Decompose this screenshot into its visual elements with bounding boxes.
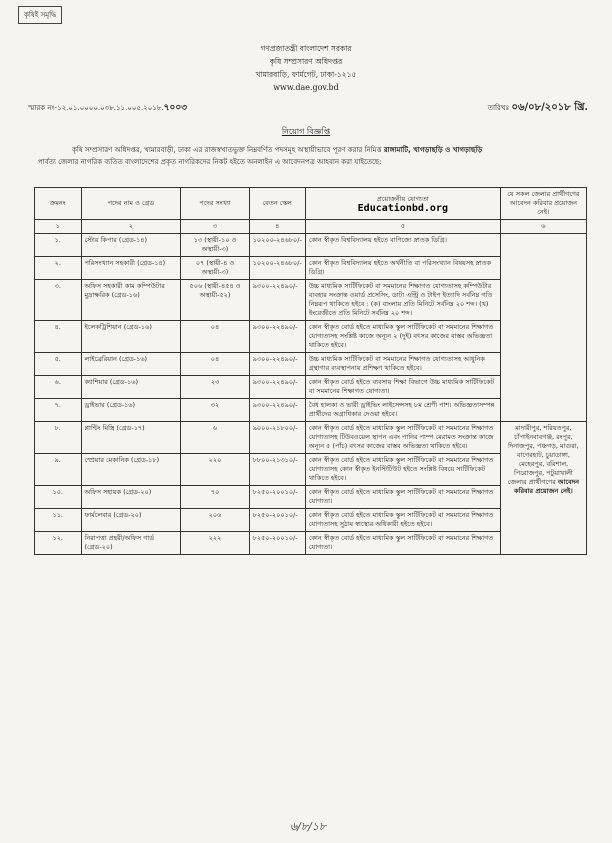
row-post-name: অফিস সহকারী কাম কম্পিউটার মুদ্রাক্ষরিক (গ্রেড-১৬) <box>81 280 181 321</box>
header-qualification-label: প্রয়োজনীয় যোগ্যতা <box>376 194 429 203</box>
row-pay-scale: ১০২০০-২৪৬৮০/- <box>249 234 305 257</box>
row-sl: ৩. <box>35 280 82 321</box>
intro-text-after: পার্বত্য জেলার নাগরিক ব্যতিত বাংলাদেশের প্রকৃত নাগরিকদের নিকট হইতে অনলাইন এ আবেদনপত্র আহবান করা যাইতেছে: <box>38 158 382 166</box>
row-qualification: কোন স্বীকৃত বোর্ড হইতে মাধ্যমিক স্কুল সার্টিফিকেট বা সমমানের শিক্ষাগত যোগ্যতা। <box>305 532 500 555</box>
row-post-name: ইলেকট্রিশিয়ান (গ্রেড-১৬) <box>81 321 181 353</box>
row-qualification: উচ্চ মাধ্যমিক সার্টিফিকেট বা সমমানের শিক্ষাগত যোগ্যতাসহ কম্পিউটার ব্যবহার সংক্রান্ত ওয়ার্ড প্রসেসিং, ডাটা এন্ট্রি ও টাইপ ইত্যাদি সর্বনিম্ন গতি নিম্নরূপ থাকিতে হইবে : (ক) বাংলায় প্রতি মিনিটে সর্বনিম্ন ২০ শব্দ। (খ) ইংরেজীতে প্রতি মিনিটে সর্বনিম্ন ২০ শব্দ। <box>305 280 500 321</box>
row-sl: ১০. <box>35 486 82 509</box>
excluded-districts-cell <box>500 422 586 555</box>
memo-number-prefix: স্মারক নং-১২.০১.০০০০.০৩৮.১১.০০৫.২০১৮. <box>28 104 164 112</box>
initial-signature: ৬/৮/১৮ <box>290 820 326 833</box>
column-number: ৬ <box>500 220 586 234</box>
row-qualification: উচ্চ মাধ্যমিক সার্টিফিকেট বা সমমানের শিক্ষাগত যোগ্যতাসহ আধুনিক গ্রন্থাগার ব্যবস্থাপনায় প্রশিক্ষণ থাকিতে হইবে। <box>305 353 500 376</box>
header-sl: ক্রমনং <box>35 188 82 220</box>
slogan-box: কৃষিই সমৃদ্ধি <box>18 6 62 24</box>
excluded-districts-list: মাদারীপুর, শরিয়তপুর, চাঁপাইনবাবগঞ্জ, রংপুর, দিনাজপুর, পঞ্চগড়, মাগুরা, বাগেরহাট, চুয়াডাঙ্গা, মেহেরপুর, বরিশাল, পিরোজপুর, পটুয়াখালী জেলার প্রার্থীগণের <box>507 424 579 486</box>
intro-text-before: কৃষি সম্প্রসারণ অধিদপ্তর, খামারবাড়ী, ঢাকা এর রাজস্বখাতভুক্ত নিম্নবর্ণিত পদসমূহ অস্থায়ীভাবে পূরণ করার নিমিত্ত <box>72 146 382 154</box>
column-number: ২ <box>81 220 181 234</box>
row-post-count: ২০৬ <box>181 509 249 532</box>
memo-date-label: তারিখঃ <box>487 104 510 112</box>
row-qualification: বৈধ হালকা ও ভারী ড্রাইভিং লাইসেন্সসহ ৮ম শ্রেণী পাশ। অভিজ্ঞতাসম্পন্ন প্রার্থীদের অগ্রাধিকার দেওয়া হইবে। <box>305 399 500 422</box>
row-pay-scale: ৮২৫০-২০০১০/- <box>249 486 305 509</box>
memo-number <box>28 100 187 115</box>
row-pay-scale: ৯৩০০-২২৪৯০/- <box>249 353 305 376</box>
header-excluded-districts: যে সকল জেলার প্রার্থীগণের আবেদন করিবার প্রয়োজন নেই। <box>500 188 586 220</box>
row-sl: ১. <box>35 234 82 257</box>
row-qualification: কোন স্বীকৃত বিশ্ববিদ্যালয় হইতে অর্থনীতি বা পরিসংখ্যান বিষয়সহ স্নাতক ডিগ্রি। <box>305 257 500 280</box>
memo-number-handwritten: ৭০০৩ <box>163 103 188 113</box>
table-row <box>35 422 587 454</box>
notice-title: নিয়োগ বিজ্ঞপ্তি <box>281 127 331 136</box>
column-number: ৫ <box>305 220 500 234</box>
row-sl: ২. <box>35 257 82 280</box>
row-pay-scale: ৮২৫০-২০০১০/- <box>249 532 305 555</box>
row-qualification: কোন স্বীকৃত বিশ্ববিদ্যালয় হইতে বাণিজ্যে স্নাতক ডিগ্রি। <box>305 234 500 257</box>
row-sl: ৫. <box>35 353 82 376</box>
row-qualification: কোন স্বীকৃত বোর্ড হইতে মাধ্যমিক স্কুল সার্টিফিকেট বা সমমানের শিক্ষাগত যোগ্যতা। <box>305 486 500 509</box>
department-name: কৃষি সম্প্রসারণ অধিদপ্তর <box>269 57 343 66</box>
row-sl: ৪. <box>35 321 82 353</box>
row-post-name: লাইব্রেরিয়ান (গ্রেড-১৬) <box>81 353 181 376</box>
header-qualification <box>305 188 500 220</box>
row-post-name: স্টোর কিপার (গ্রেড-১৪) <box>81 234 181 257</box>
table-row <box>35 234 587 257</box>
row-post-name: প্লান্টিং মিস্ত্রি (গ্রেড-১৭) <box>81 422 181 454</box>
header-watermark: Educationbd.org <box>357 202 448 214</box>
row-pay-scale: ৯৩০০-২২৪৯০/- <box>249 280 305 321</box>
letterhead <box>0 42 612 94</box>
department-website: www.dae.gov.bd <box>273 83 339 92</box>
row-qualification: কোন স্বীকৃত বোর্ড হইতে মাধ্যমিক স্কুল সার্টিফিকেট বা সমমানের শিক্ষাগত যোগ্যতাসহ সুঠাম স্বাস্থ্যের অধিকারী হইতে হইবে। <box>305 509 500 532</box>
header-post-count: পদের সংখ্যা <box>181 188 249 220</box>
row-sl: ৯. <box>35 454 82 486</box>
row-post-count: ২২২ <box>181 532 249 555</box>
row-post-count: ২৩ <box>181 376 249 399</box>
row-pay-scale: ৮৮০০-২১৩১০/- <box>249 454 305 486</box>
row-sl: ৮. <box>35 422 82 454</box>
row-post-count: ০৪ <box>181 321 249 353</box>
posts-table <box>34 187 587 555</box>
row-sl: ৬. <box>35 376 82 399</box>
row-qualification: কোন স্বীকৃত বোর্ড হইতে মাধ্যমিক স্কুল সার্টিফিকেট বা সমমানের শিক্ষাগত যোগ্যতাসহ সংশ্লিষ্ট কাজে অন্যূন ২ (দুই) বৎসর কাজের বাস্তব অভিজ্ঞতা থাকিতে হইবে। <box>305 321 500 353</box>
column-number: ১ <box>35 220 82 234</box>
row-pay-scale: ৯৩০০-২২৪৯০/- <box>249 376 305 399</box>
row-post-name: পরিসংখ্যান সহকারী (গ্রেড-১৪) <box>81 257 181 280</box>
row-sl: ১১. <box>35 509 82 532</box>
excluded-districts-note: আবেদন করিবার প্রয়োজন নেই। <box>514 478 579 495</box>
row-pay-scale: ৯৩০০-২২৪৯০/- <box>249 399 305 422</box>
memo-date-handwritten: ০৬/০৮/২০১৮ খ্রি. <box>511 102 588 113</box>
column-number-row <box>35 220 587 234</box>
intro-bold-districts: রাঙ্গামাটি, খাগড়াছড়ি ও খাগড়াছড়ি <box>383 146 483 154</box>
row-post-count: ৭০ <box>181 486 249 509</box>
row-post-count: ২২০ <box>181 454 249 486</box>
row-qualification: কোন স্বীকৃত বোর্ড হইতে মাধ্যমিক স্কুল সার্টিফিকেট বা সমমানের শিক্ষাগত যোগ্যতাসহ কোন স্বীকৃত ইনস্টিটিউট হইতে সংশ্লিষ্ট বিষয়ে সার্টিফিকেট থাকিতে হইবে। <box>305 454 500 486</box>
row-pay-scale: ১০২০০-২৪৬৮০/- <box>249 257 305 280</box>
row-post-name: ড্রাইভার (গ্রেড-১৬) <box>81 399 181 422</box>
row-sl: ১২. <box>35 532 82 555</box>
row-post-count: ৫০৬ (স্থায়ী-৪৫৪ ও অস্থায়ী-৫২) <box>181 280 249 321</box>
row-pay-scale: ৯৩০০-২২৪৯০/- <box>249 321 305 353</box>
row-post-name: ক্যাশিয়ার (গ্রেড-১৬) <box>81 376 181 399</box>
government-name: গণপ্রজাতন্ত্রী বাংলাদেশ সরকার <box>260 44 352 53</box>
table-header-row <box>35 188 587 220</box>
row-post-count: ০৭ (স্থায়ী-৪ ও অস্থায়ী-৩) <box>181 257 249 280</box>
row-post-count: ০৪ <box>181 353 249 376</box>
row-post-name: স্প্রেয়ার মেকানিক (গ্রেড-১৮) <box>81 454 181 486</box>
row-empty-district <box>500 234 586 422</box>
row-post-count: ৩২ <box>181 399 249 422</box>
row-pay-scale: ৯০০০-২১৮০০/- <box>249 422 305 454</box>
memo-date <box>488 100 588 117</box>
row-post-name: নিরাপত্তা প্রহরী/অফিস গার্ড (গ্রেড-২০) <box>81 532 181 555</box>
row-post-name: ফার্মলেবার (গ্রেড-২০) <box>81 509 181 532</box>
row-post-count: ৬ <box>181 422 249 454</box>
row-post-count: ১৩ (স্থায়ী-১০ ও অস্থায়ী-৩) <box>181 234 249 257</box>
row-qualification: কোন স্বীকৃত বোর্ড হইতে ব্যবসায় শিক্ষা বিভাগে উচ্চ মাধ্যমিক সার্টিফিকেট বা সমমানের শিক্ষাগত যোগ্যতা। <box>305 376 500 399</box>
header-post-name: পদের নাম ও গ্রেড <box>81 188 181 220</box>
department-address: খামারবাড়ি, ফার্মগেট, ঢাকা-১২১৫ <box>255 70 357 79</box>
column-number: ৩ <box>181 220 249 234</box>
row-qualification: কোন স্বীকৃত বোর্ড হইতে মাধ্যমিক স্কুল সার্টিফিকেট বা সমমানের শিক্ষাগত যোগ্যতাসহ টিউবওয়েল স্থাপন এবং পানির পাম্প মেরামত সংক্রান্ত কাজে অন্যূন ৫ (পাঁচ) বৎসর কাজের বাস্তব অভিজ্ঞতা থাকিতে হইবে। <box>305 422 500 454</box>
row-pay-scale: ৮২৫০-২০০১০/- <box>249 509 305 532</box>
row-post-name: অফিস সহায়ক (গ্রেড-২০) <box>81 486 181 509</box>
header-pay-scale: বেতন স্কেল <box>249 188 305 220</box>
column-number: ৪ <box>249 220 305 234</box>
row-sl: ৭. <box>35 399 82 422</box>
intro-paragraph <box>38 144 583 168</box>
